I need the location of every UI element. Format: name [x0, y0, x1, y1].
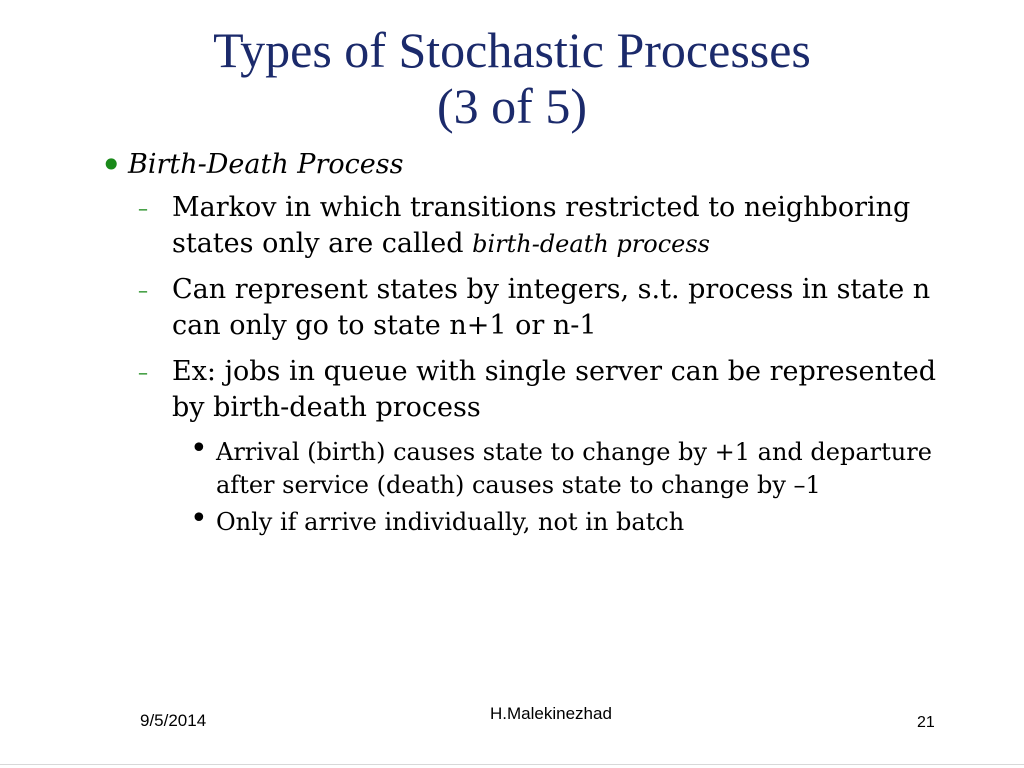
- bullet-icon: •: [100, 143, 123, 187]
- bullet-birth-death-process: [96, 143, 956, 187]
- footer-author: H.Malekinezhad: [490, 704, 612, 723]
- dash-icon: –: [138, 196, 148, 220]
- sub-sub-bullet-individual: [190, 501, 936, 539]
- bullet-icon: •: [190, 501, 208, 536]
- sub-bullet-text: Markov in which transitions restricted to neighboring states only are called: [172, 192, 911, 259]
- sub-bullet-example: [138, 354, 942, 426]
- footer-date: 9/5/2014: [140, 711, 207, 730]
- bottom-divider: [0, 764, 1024, 765]
- dash-icon: –: [138, 360, 148, 384]
- bullet-icon: •: [190, 431, 208, 466]
- slide-content: [96, 143, 956, 543]
- sub-bullet-markov: [138, 190, 942, 262]
- sub-sub-bullet-text: Only if arrive individually, not in batch: [216, 508, 685, 536]
- slide-title: [0, 22, 1024, 134]
- sub-sub-bullet-text: Arrival (birth) causes state to change by +1 and departure after service (death) causes state to change by –1: [216, 438, 932, 499]
- sub-bullet-emphasis: birth-death process: [472, 230, 710, 258]
- bullet-text: Birth-Death Process: [128, 149, 404, 180]
- sub-bullet-integers: [138, 272, 942, 344]
- sub-bullet-text: Can represent states by integers, s.t. process in state n can only go to state n+1 or n-1: [172, 274, 931, 341]
- title-line-2: (3 of 5): [437, 78, 587, 134]
- sub-bullet-text: Ex: jobs in queue with single server can be represented by birth-death process: [172, 356, 936, 423]
- page-number: 21: [917, 714, 935, 731]
- sub-sub-bullet-arrival: [190, 431, 936, 502]
- dash-icon: –: [138, 278, 148, 302]
- title-line-1: Types of Stochastic Processes: [213, 22, 811, 78]
